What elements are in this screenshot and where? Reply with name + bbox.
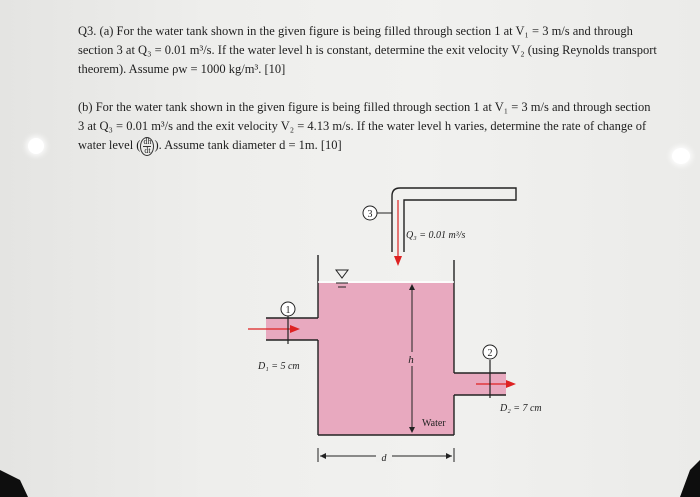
section-1-label: 1 bbox=[285, 305, 291, 316]
d1-label: D₁ = 5 cm bbox=[258, 361, 300, 372]
part-b-text: ). Assume tank diameter d = 1m. [10] bbox=[154, 138, 342, 152]
dh-numerator: dh bbox=[143, 136, 152, 146]
part-a-line: Q3. (a) For the water tank shown in the given figure is being filled through section 1 at V₁ = 3 m/s and through bbox=[78, 24, 633, 38]
part-a-line: section 3 at Q₃ = 0.01 m³/s. If the water level h is constant, determine the exit velocity V₂ (using Reynolds transport bbox=[78, 43, 657, 57]
d2-label: D₂ = 7 cm bbox=[500, 403, 542, 414]
h-label: h bbox=[408, 354, 414, 366]
part-a-line: theorem). Assume ρw = 1000 kg/m³. [10] bbox=[78, 62, 286, 76]
part-b-line: (b) For the water tank shown in the given figure is being filled through section 1 at V₁ = 3 m/s and through section bbox=[78, 100, 651, 114]
d-label: d bbox=[381, 453, 387, 464]
water-fill bbox=[318, 283, 454, 435]
part-b-text: water level ( bbox=[78, 138, 141, 152]
q3-flow-label: Q₃ = 0.01 m³/s bbox=[406, 230, 466, 241]
pipe3-arrow-icon bbox=[394, 256, 402, 266]
water-level-icon bbox=[336, 270, 348, 278]
water-label: Water bbox=[422, 418, 446, 429]
section-2-label: 2 bbox=[487, 348, 493, 359]
part-b-line: 3 at Q₃ = 0.01 m³/s and the exit velocity V₂ = 4.13 m/s. If the water level h varies, determine the rate of change of bbox=[78, 119, 647, 133]
outlet-arrow-icon bbox=[506, 380, 516, 388]
section-3-label: 3 bbox=[367, 209, 373, 220]
dt-denominator: dt bbox=[144, 145, 151, 155]
